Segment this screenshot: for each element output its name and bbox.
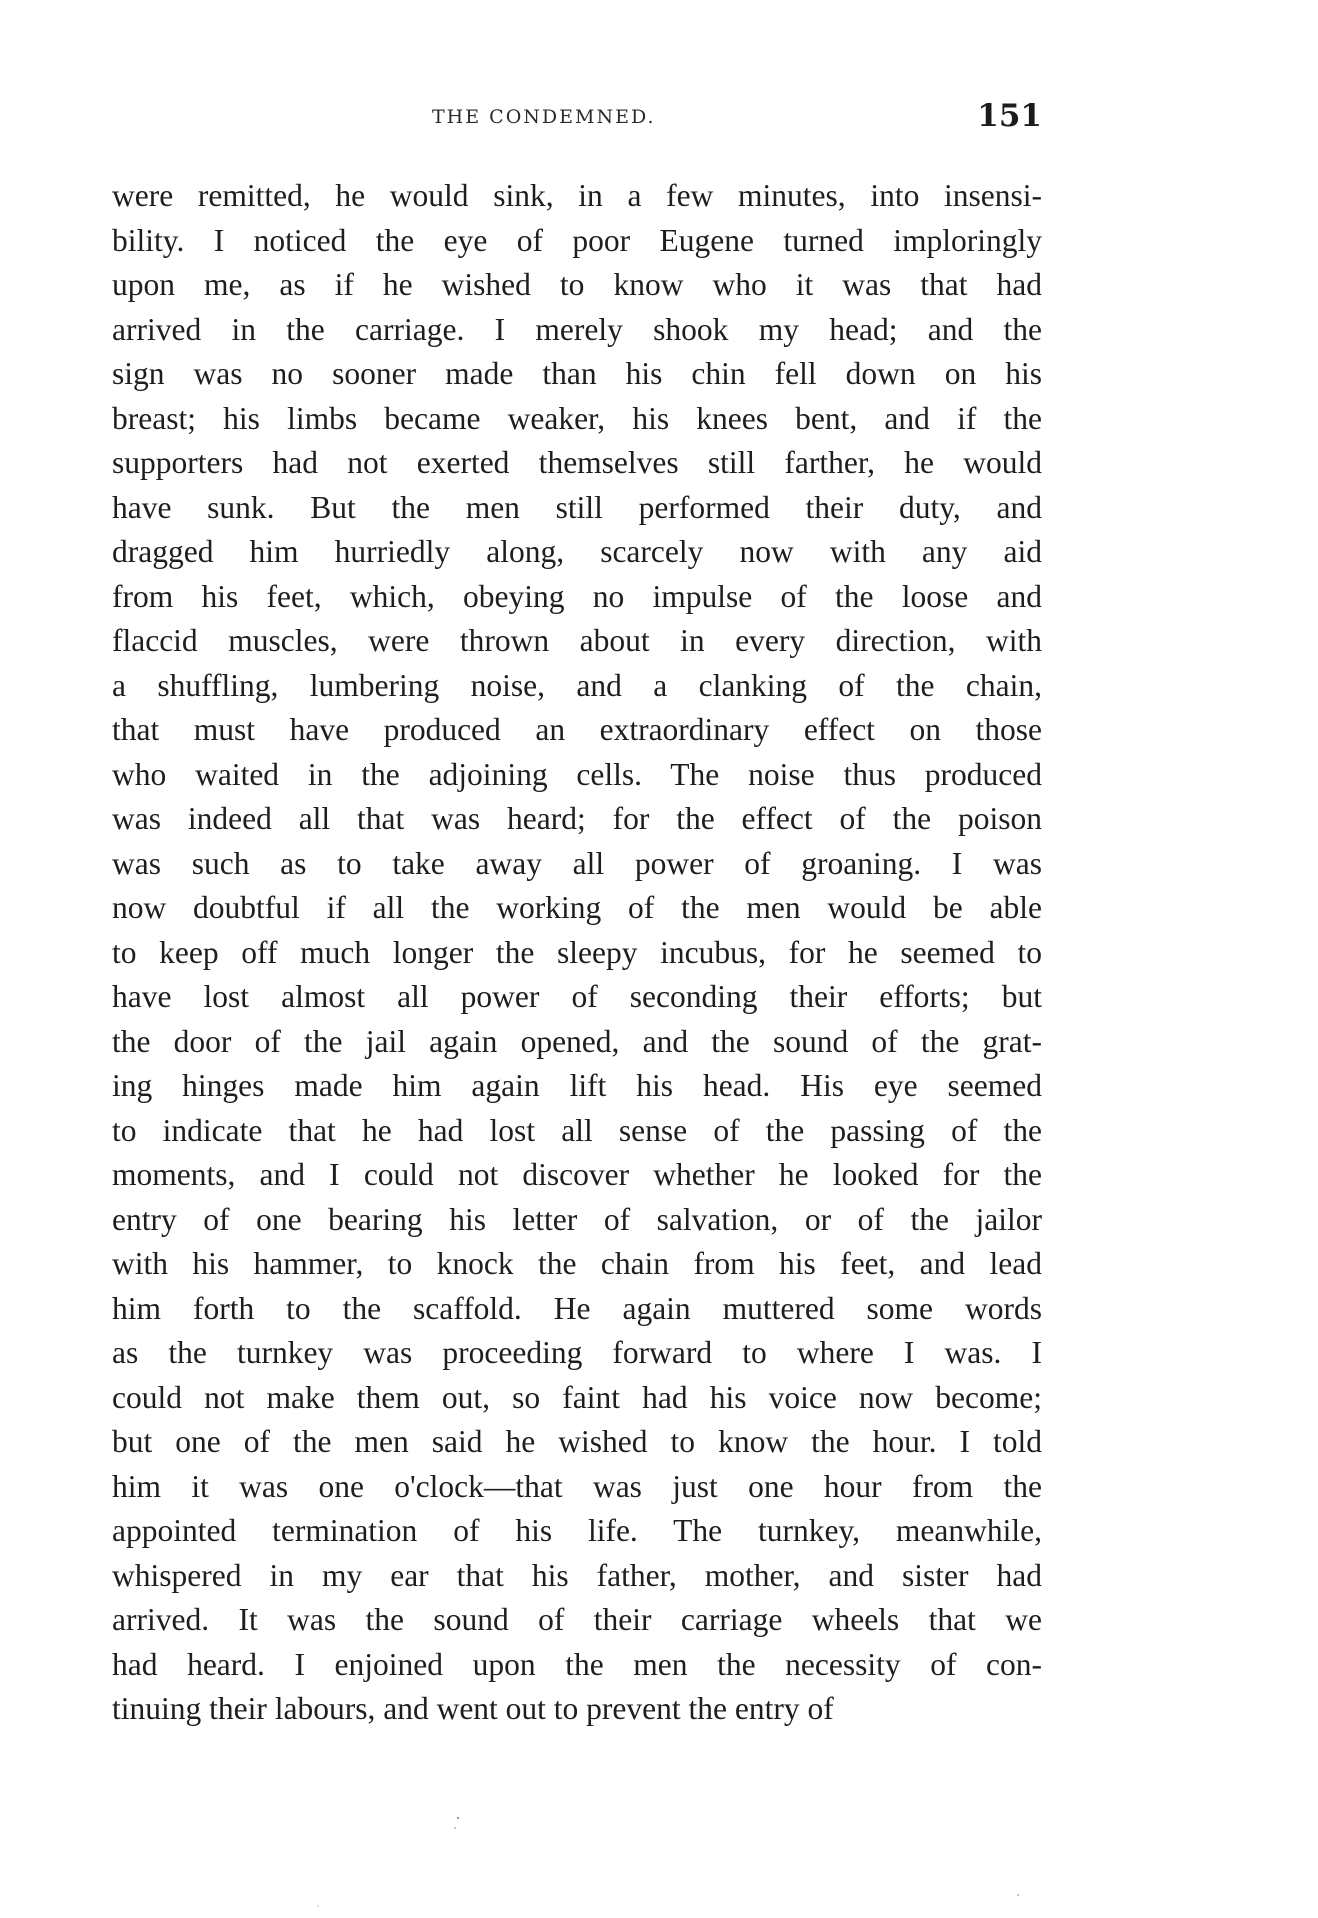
text-line: had heard. I enjoined upon the men the necessity of con- <box>112 1646 1042 1682</box>
text-line: supporters had not exerted themselves still farther, he would <box>112 445 1042 480</box>
text-line: flaccid muscles, were thrown about in every direction, with <box>112 623 1042 658</box>
text-line: moments, and I could not discover whether he looked for the <box>112 1157 1042 1192</box>
text-line: him it was one o'clock—that was just one hour from the <box>112 1468 1042 1504</box>
text-line: arrived. It was the sound of their carriage wheels that we <box>112 1602 1042 1637</box>
body-text <box>112 174 1042 1732</box>
text-line: were remitted, he would sink, in a few minutes, into insensi- <box>112 178 1042 213</box>
text-line: upon me, as if he wished to know who it was that had <box>112 267 1042 302</box>
text-line: ing hinges made him again lift his head. His eye seemed <box>112 1068 1042 1103</box>
text-line: to indicate that he had lost all sense of the passing of the <box>112 1112 1042 1148</box>
text-line: bility. I noticed the eye of poor Eugene turned imploringly <box>112 222 1042 258</box>
text-line: the door of the jail again opened, and the sound of the grat- <box>112 1023 1042 1059</box>
text-line: to keep off much longer the sleepy incubus, for he seemed to <box>112 934 1042 970</box>
running-head <box>112 98 1042 138</box>
text-line: breast; his limbs became weaker, his knees bent, and if the <box>112 400 1042 436</box>
text-line: but one of the men said he wished to know the hour. I told <box>112 1424 1042 1459</box>
text-line: could not make them out, so faint had his voice now become; <box>112 1379 1042 1415</box>
page-number: 151 <box>977 98 1042 134</box>
text-line: now doubtful if all the working of the men would be able <box>112 890 1042 925</box>
text-line: was indeed all that was heard; for the effect of the poison <box>112 801 1042 836</box>
text-line: that must have produced an extraordinary effect on those <box>112 712 1042 747</box>
text-line: whispered in my ear that his father, mother, and sister had <box>112 1557 1042 1593</box>
text-line: him forth to the scaffold. He again muttered some words <box>112 1290 1042 1326</box>
text-line: have sunk. But the men still performed their duty, and <box>112 489 1042 525</box>
text-line: as the turnkey was proceeding forward to where I was. I <box>112 1335 1042 1370</box>
text-line: have lost almost all power of seconding their efforts; but <box>112 979 1042 1014</box>
text-line: appointed termination of his life. The turnkey, meanwhile, <box>112 1513 1042 1548</box>
text-line: who waited in the adjoining cells. The noise thus produced <box>112 756 1042 792</box>
text-line: sign was no sooner made than his chin fell down on his <box>112 356 1042 391</box>
text-line: was such as to take away all power of groaning. I was <box>112 845 1042 881</box>
text-line: arrived in the carriage. I merely shook my head; and the <box>112 311 1042 347</box>
text-line: with his hammer, to knock the chain from his feet, and lead <box>112 1246 1042 1281</box>
text-line: a shuffling, lumbering noise, and a clanking of the chain, <box>112 667 1042 703</box>
text-line: from his feet, which, obeying no impulse of the loose and <box>112 578 1042 614</box>
text-line: dragged him hurriedly along, scarcely now with any aid <box>112 534 1042 569</box>
text-line: tinuing their labours, and went out to prevent the entry of <box>112 1691 834 1726</box>
running-title: THE CONDEMNED. <box>432 106 656 128</box>
text-line: entry of one bearing his letter of salvation, or of the jailor <box>112 1201 1042 1237</box>
